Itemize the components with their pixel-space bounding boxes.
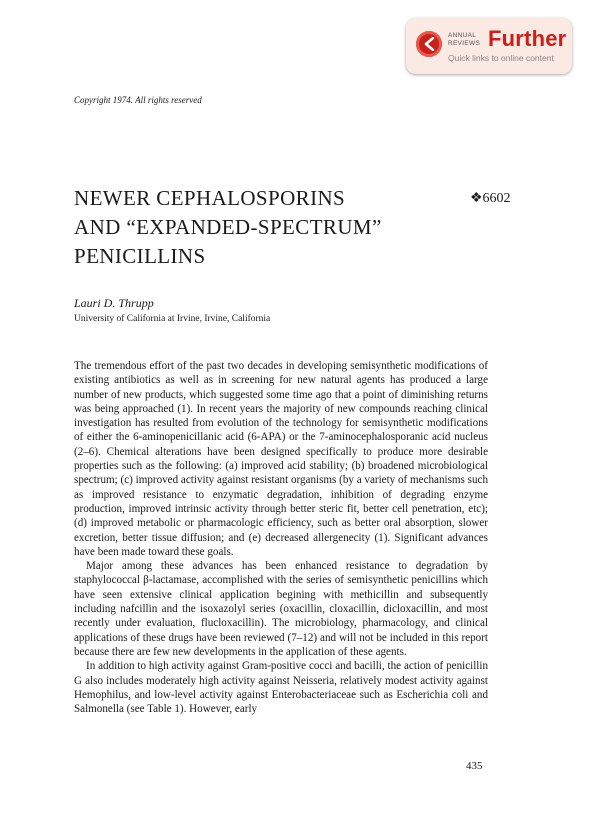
article-title (74, 184, 454, 271)
title-line-1: NEWER CEPHALOSPORINS (74, 186, 346, 210)
document-number: ❖6602 (470, 191, 511, 206)
paragraph-1: The tremendous effort of the past two decades in developing semisynthetic modifications of existing antibiotics as well as in screening for new natural agents has produced a large number of new products, which suggested some time ago that a point of diminishing returns was being approached (1). In recent years the majority of new compounds reaching clinical investigation has resulted from evolution of the technology for semisynthetic modifications of either the 6-aminopenicillanic acid (6-APA) or the 7-aminocephalosporanic acid nucleus (2–6). Chemical alterations have been designed specifically to produce more desirable properties such as the following: (a) improved acid stability; (b) broadened microbiological spectrum; (c) improved activity against resistant organisms (by a variety of mechanisms such as improved resistance to enzymatic degradation, inhibition of degrading enzyme production, improved intrinsic activity through better steric fit, better cell penetration, etc); (d) improved metabolic or pharmacologic efficiency, such as better oral absorption, slower excretion, better tissue diffusion; and (e) decreased allergenecity (1). Significant advances have been made toward these goals. (74, 360, 488, 558)
quick-links-tagline: Quick links to online content (448, 53, 554, 63)
annual-reviews-further-badge[interactable] (406, 18, 572, 74)
title-line-2: AND “EXPANDED-SPECTRUM” (74, 215, 382, 239)
article-body (74, 359, 488, 716)
title-line-3: PENICILLINS (74, 244, 206, 268)
copyright-notice: Copyright 1974. All rights reserved (74, 95, 202, 105)
paragraph-2: Major among these advances has been enhanced resistance to degradation by staphylococcal β-lactamase, accomplished with the series of semisynthetic penicillins which have seen extensive clinical application begining with methicillin and subsequently including nafcillin and the isoxazolyl series (oxacillin, cloxacillin, dicloxacillin, and most recently under evaluation, flucloxacillin). The microbiology, pharmacology, and clinical applications of these drugs have been reviewed (7–12) and will not be included in this report because there are few new developments in the application of these agents. (74, 560, 488, 658)
play-arrow-icon (416, 31, 442, 57)
author-name: Lauri D. Thrupp (74, 296, 154, 310)
page-number: 435 (466, 760, 483, 772)
author-affiliation: University of California at Irvine, Irvine, California (74, 314, 271, 324)
further-label: Further (488, 26, 567, 51)
paragraph-3: In addition to high activity against Gram-positive cocci and bacilli, the action of penicillin G also includes moderately high activity against Neisseria, relatively modest activity against Hemophilus, and low-level activity against Enterobacteriaceae such as Escherichia coli and Salmonella (see Table 1). However, early (74, 660, 488, 716)
annual-reviews-label: ANNUAL REVIEWS (448, 32, 481, 47)
